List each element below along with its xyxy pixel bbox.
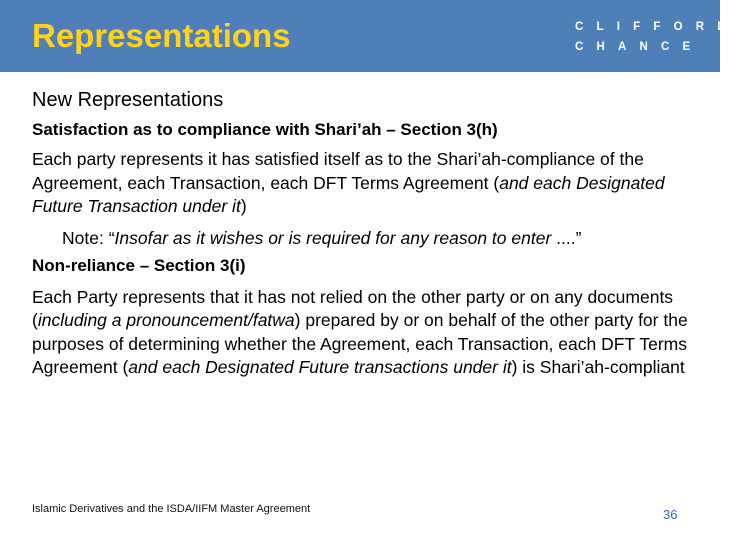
footer-text: Islamic Derivatives and the ISDA/IIFM Master Agreement	[32, 503, 311, 515]
logo-line-1: CLIFFORD	[575, 21, 739, 33]
section2-body-italic-2: and each Designated Future transactions under it	[128, 357, 512, 377]
clifford-chance-logo	[575, 17, 739, 57]
note-prefix: Note: “	[62, 227, 115, 248]
section2-body-italic-1: including a pronouncement/fatwa	[37, 310, 295, 330]
logo-line-2: CHANCE	[575, 41, 704, 53]
section2-body-text-a: Each Party represents that it has not relied on the other party or on any documents (	[32, 286, 674, 330]
section1-body-close: )	[240, 196, 247, 216]
page-number: 36	[663, 507, 678, 522]
section2-body-text-c: ) is Shari’ah-compliant	[511, 357, 685, 377]
section1-body-italic: and each Designated Future Transaction under it	[32, 172, 665, 216]
section1-title: Satisfaction as to compliance with Shari’ah – Section 3(h)	[32, 120, 498, 139]
slide-title: Representations	[32, 17, 291, 54]
section1-note	[62, 226, 702, 250]
slide-header	[0, 0, 739, 72]
section2-body	[32, 286, 702, 380]
section2-body-text-b: ) prepared by or on behalf of the other party for the purposes of determining whether the Agreement, each Transaction, each DFT Terms Agreement (	[32, 310, 688, 377]
note-italic: Insofar as it wishes or is required for any reason to enter	[114, 227, 552, 248]
slide-content	[32, 86, 702, 380]
section2-title: Non-reliance – Section 3(i)	[32, 255, 246, 275]
section-heading: New Representations	[32, 89, 224, 111]
note-suffix: ....”	[551, 227, 582, 248]
section1-body-text: Each party represents it has satisfied itself as to the Shari’ah-compliance of the Agreement, each Transaction, each DFT Terms Agreement (	[32, 149, 644, 193]
section1-body	[32, 148, 702, 219]
